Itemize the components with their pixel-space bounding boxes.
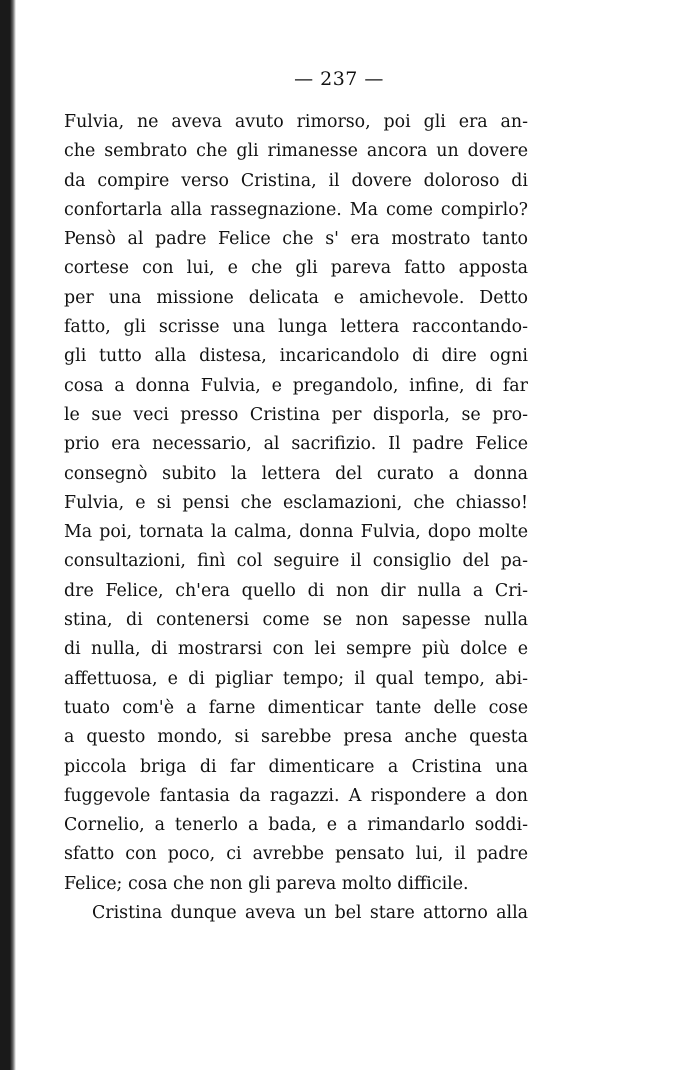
text-line: sfatto con poco, ci avrebbe pensato lui, il padre bbox=[64, 844, 528, 865]
text-line: dre Felice, ch'era quello di non dir nulla a Cri- bbox=[64, 580, 528, 601]
text-line: consultazioni, finì col seguire il consiglio del pa- bbox=[64, 551, 528, 572]
text-line: fuggevole fantasia da ragazzi. A rispondere a don bbox=[64, 785, 528, 806]
text-line: di nulla, di mostrarsi con lei sempre più dolce e bbox=[64, 639, 528, 660]
text-line: Cornelio, a tenerlo a bada, e a rimandarlo soddi- bbox=[64, 815, 528, 836]
text-line: Felice; cosa che non gli pareva molto difficile. bbox=[64, 873, 469, 894]
text-line: cortese con lui, e che gli pareva fatto apposta bbox=[64, 258, 528, 279]
text-line: che sembrato che gli rimanesse ancora un dovere bbox=[64, 141, 528, 162]
text-line: tuato com'è a farne dimenticar tante delle cose bbox=[64, 697, 528, 718]
text-line: fatto, gli scrisse una lunga lettera raccontando- bbox=[64, 317, 528, 338]
text-line: Ma poi, tornata la calma, donna Fulvia, dopo molte bbox=[64, 522, 528, 543]
text-line: gli tutto alla distesa, incaricandolo di dire ogni bbox=[64, 346, 528, 367]
text-line: le sue veci presso Cristina per disporla, se pro- bbox=[64, 404, 528, 425]
text-line: consegnò subito la lettera del curato a donna bbox=[64, 463, 528, 484]
text-line: cosa a donna Fulvia, e pregandolo, infine, di far bbox=[64, 375, 528, 396]
text-line: a questo mondo, si sarebbe presa anche questa bbox=[64, 727, 528, 748]
text-line: Fulvia, ne aveva avuto rimorso, poi gli era an- bbox=[64, 112, 528, 132]
body-text bbox=[64, 108, 528, 928]
text-line: confortarla alla rassegnazione. Ma come compirlo? bbox=[64, 199, 528, 220]
text-line: Pensò al padre Felice che s' era mostrato tanto bbox=[64, 229, 528, 250]
text-line: prio era necessario, al sacrifizio. Il padre Felice bbox=[64, 434, 528, 455]
page-number: — 237 — bbox=[294, 68, 384, 90]
text-line: affettuosa, e di pigliar tempo; il qual tempo, abi- bbox=[64, 668, 528, 689]
text-line: da compire verso Cristina, il dovere doloroso di bbox=[64, 170, 528, 191]
text-line: Fulvia, e si pensi che esclamazioni, che chiasso! bbox=[64, 492, 528, 513]
text-line: Cristina dunque aveva un bel stare attorno alla bbox=[92, 903, 528, 924]
book-binding-edge bbox=[0, 0, 16, 1070]
text-line: stina, di contenersi come se non sapesse nulla bbox=[64, 610, 528, 631]
text-line: piccola briga di far dimenticare a Cristina una bbox=[64, 756, 528, 777]
text-line: per una missione delicata e amichevole. Detto bbox=[64, 287, 528, 308]
